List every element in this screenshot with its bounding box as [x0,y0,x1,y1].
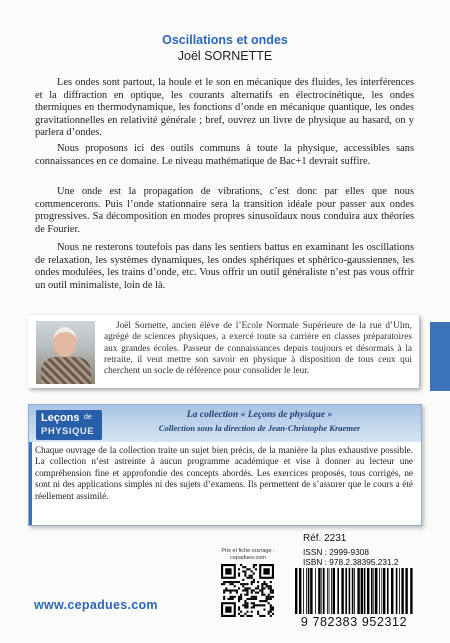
paragraph-1: Les ondes sont partout, la houle et le son en mécanique des fluides, les interférences et la diffraction en optique, les courants alternatifs en électrocinétique, les ondes thermiques en thermodynamique, les fonctions d’onde en mécanique quantique, les ondes gravitationnelles en relativité générale ; bref, ouvrez un livre de physique au hasard, on y parlera d’ondes. [35,77,414,139]
collection-logo [36,410,102,440]
issn-number: ISSN : 2999-9308 [303,547,369,557]
isbn-number: ISBN : 978.2.38395.231.2 [303,557,399,567]
paragraph-2: Nous proposons ici des outils communs à toute la physique, accessibles sans connaissances en ce domaine. Le niveau mathématique de Bac+1 devrait suffire. [35,143,414,167]
qr-code[interactable] [221,564,274,617]
reference-number: Réf. 2231 [303,533,347,544]
collection-side-line [29,442,32,525]
collection-box [28,404,422,526]
book-author: Joël SORNETTE [177,49,273,63]
book-title: Oscillations et ondes [162,33,288,47]
collection-title: La collection « Leçons de physique » [186,409,333,420]
barcode [291,568,419,616]
paragraph-4: Nous ne resterons toutefois pas dans les sentiers battus en examinant les oscillations de relaxation, les systèmes dynamiques, les ondes sphériques et sphérico-gaussiennes, les ondes modulées, les trains d’onde, etc. Vous offrir un outil généraliste n’est pas vous offrir un outil minimaliste, loin de là. [35,242,414,291]
logo-word-physique: PHYSIQUE [41,426,95,437]
website-link[interactable]: www.cepadues.com [34,598,158,612]
paragraph-3: Une onde est la propagation de vibrations, c’est donc par elles que nous commencerons. Puis l’onde stationnaire sera la transition idéale pour passer aux ondes progressives. Sa décomposition en modes propres sinusoïdaux nous conduira aux théories de Fourier. [35,186,414,235]
author-bio-text: Joël Sornette, ancien élève de l’Ecole Normale Supérieure de la rue d’Ulm, agrégé de sciences physiques, a exercé toute sa carrière en classes préparatoires aux grandes écoles. Passeur de connaissances depuis toujours et désormais à la retraite, il veut mettre son savoir en physique à disposition de tous ceux qui cherchent un socle de référence pour consolider le leur. [104,321,412,377]
author-photo [36,321,95,384]
barcode-number: 9 782383 952312 [300,615,408,629]
logo-word-de: de [84,414,92,421]
accent-bar [430,322,450,391]
qr-label [218,548,278,561]
logo-word-lecons: Leçons [41,412,80,424]
collection-header [29,405,421,442]
collection-subtitle: Collection sous la direction de Jean-Christophe Kraemer [158,423,361,433]
qr-label-line1: Prix et fiche ouvrage : [221,548,275,554]
author-bio-box [28,315,419,388]
collection-text: Chaque ouvrage de la collection traite un sujet bien précis, de la manière la plus exhaustive possible. La collection n’est astreinte à aucun programme académique et vise à donner au lecteur une compréhension fine et approfondie des concepts abordés. Les exercices proposés, tous corrigés, ne sont ni des applications simples ni des sujets d’examens. Ils permettent de s’assurer que le cours a été réellement assimilé. [35,445,413,501]
qr-label-line2: cepadues.com [230,554,266,561]
